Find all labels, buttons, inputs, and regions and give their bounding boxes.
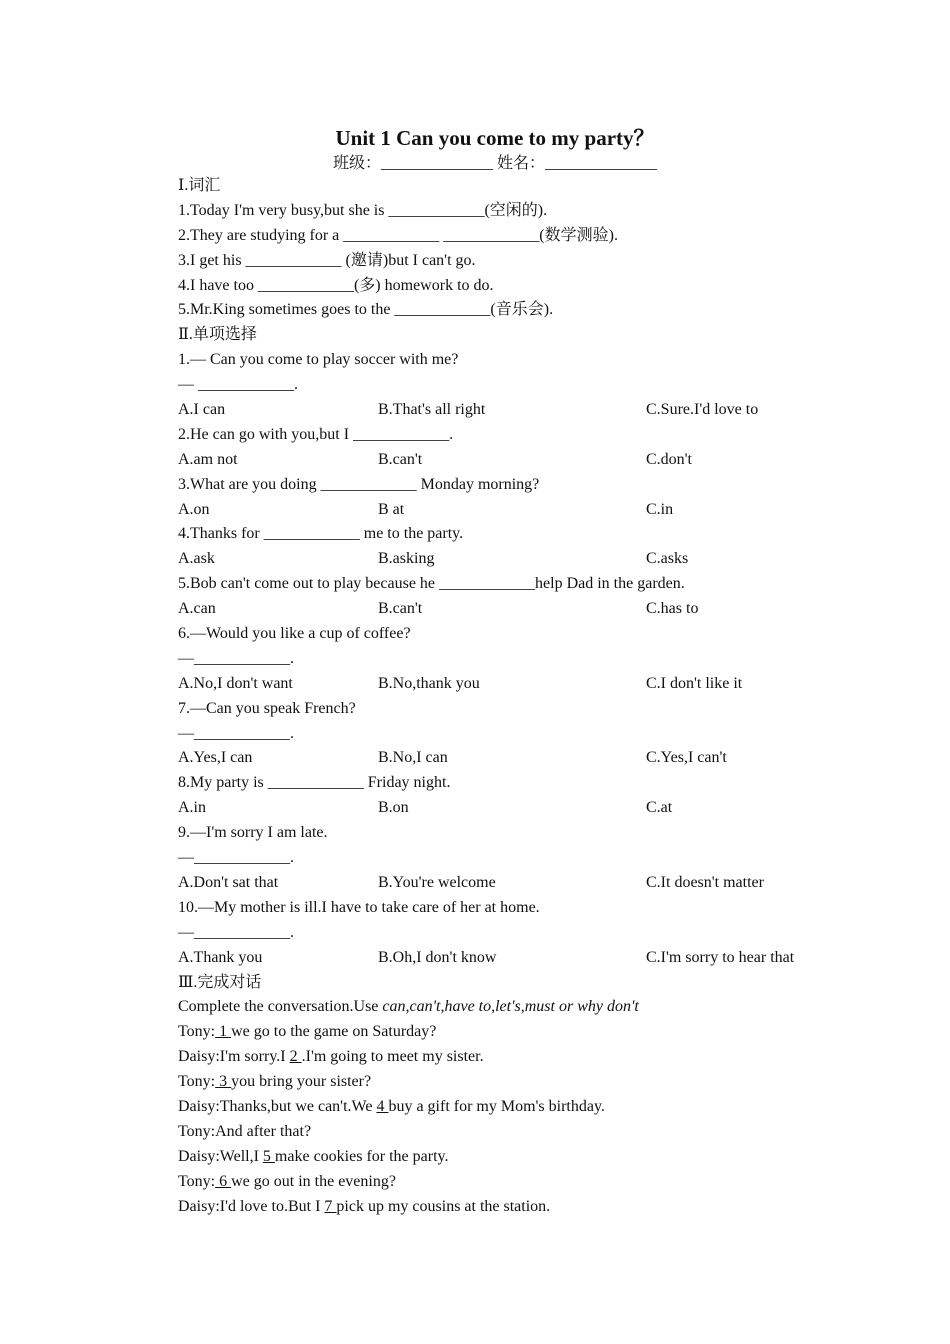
vocab-item: 1.Today I'm very busy,but she is ____________(空闲的). — [178, 201, 548, 219]
section-heading-multiple-choice: Ⅱ.单项选择 — [178, 326, 257, 344]
vocab-item: 3.I get his ____________ (邀请)but I can't go. — [178, 251, 476, 269]
options-row — [178, 746, 878, 771]
option-b: B.You're welcome — [378, 873, 496, 891]
option-a: A.in — [178, 799, 206, 817]
option-a: A.ask — [178, 550, 215, 568]
option-c: C.Sure.I'd love to — [646, 401, 759, 419]
option-b: B.That's all right — [378, 401, 486, 419]
dialogue-instruction — [178, 995, 878, 1020]
dialogue-line — [178, 1070, 878, 1095]
dialogue-text: .I'm going to meet my sister. — [301, 1048, 484, 1066]
instruction-word-list: can,can't,have to,let's,must or why don't — [382, 998, 639, 1016]
dialogue-line — [178, 1120, 878, 1145]
vocab-item: 4.I have too ____________(多) homework to do. — [178, 276, 494, 294]
option-a: A.Thank you — [178, 948, 263, 966]
options-row — [178, 946, 878, 971]
question-line: — ____________. — [178, 376, 298, 394]
dialogue-text: Tony:And after that? — [178, 1122, 312, 1140]
section-heading-dialogue: Ⅲ.完成对话 — [178, 973, 262, 991]
dialogue-text: Tony: — [178, 1073, 216, 1091]
dialogue-line — [178, 1020, 878, 1045]
class-name-fields: 班级：______________ 姓名：______________ — [332, 155, 657, 172]
options-row — [178, 547, 878, 572]
options-row — [178, 597, 878, 622]
option-a: A.Don't sat that — [178, 873, 279, 891]
options-row — [178, 498, 878, 523]
option-b: B.can't — [378, 600, 423, 618]
option-b: B.No,I can — [378, 749, 448, 767]
options-row — [178, 796, 878, 821]
option-c: C.I'm sorry to hear that — [646, 948, 795, 966]
question-line: —____________. — [178, 923, 294, 941]
options-row — [178, 398, 878, 423]
section-heading-vocabulary: Ⅰ.词汇 — [178, 177, 221, 194]
options-row — [178, 871, 878, 896]
option-a: A.Yes,I can — [178, 749, 253, 767]
option-c: C.I don't like it — [646, 674, 743, 692]
question-line: —____________. — [178, 849, 294, 867]
dialogue-line — [178, 1195, 878, 1220]
option-b: B.can't — [378, 450, 423, 468]
instruction-text: Complete the conversation.Use — [178, 998, 383, 1016]
option-c: C.It doesn't matter — [646, 873, 764, 891]
question-line: 9.—I'm sorry I am late. — [178, 824, 328, 842]
dialogue-text: Tony: — [178, 1023, 216, 1041]
dialogue-text: Daisy:I'd love to.But I — [178, 1197, 325, 1215]
dialogue-text: Daisy:Well,I — [178, 1147, 263, 1165]
dialogue-text: Daisy:Thanks,but we can't.We — [178, 1097, 377, 1115]
dialogue-line — [178, 1095, 878, 1120]
worksheet-content — [178, 174, 878, 1219]
question-line: 8.My party is ____________ Friday night. — [178, 774, 451, 792]
option-a: A.No,I don't want — [178, 674, 293, 692]
dialogue-blank: 3 — [215, 1073, 232, 1091]
option-c: C.in — [646, 500, 674, 518]
question-line: 2.He can go with you,but I ____________. — [178, 425, 454, 443]
dialogue-blank: 5 — [262, 1147, 275, 1165]
option-a: A.I can — [178, 401, 226, 419]
dialogue-line — [178, 1170, 878, 1195]
dialogue-blank: 1 — [215, 1023, 232, 1041]
dialogue-line — [178, 1045, 878, 1070]
dialogue-text: buy a gift for my Mom's birthday. — [388, 1097, 605, 1115]
question-line: 5.Bob can't come out to play because he ____________help Dad in the garden. — [178, 575, 685, 593]
option-a: A.can — [178, 600, 216, 618]
question-line: 10.—My mother is ill.I have to take care of her at home. — [178, 898, 540, 916]
dialogue-text: we go out in the evening? — [231, 1172, 396, 1190]
dialogue-blank: 2 — [289, 1048, 302, 1066]
question-line: —____________. — [178, 649, 294, 667]
question-line: —____________. — [178, 724, 294, 742]
page-title: Unit 1 Can you come to my party？ — [335, 126, 655, 150]
question-line: 3.What are you doing ____________ Monday morning? — [178, 475, 540, 493]
option-b: B.No,thank you — [378, 674, 480, 692]
option-a: A.am not — [178, 450, 238, 468]
vocab-item: 5.Mr.King sometimes goes to the ____________(音乐会). — [178, 301, 554, 319]
option-c: C.at — [646, 799, 673, 817]
options-row — [178, 448, 878, 473]
option-b: B.Oh,I don't know — [378, 948, 497, 966]
dialogue-text: Daisy:I'm sorry.I — [178, 1048, 290, 1066]
question-line: 7.—Can you speak French? — [178, 699, 356, 717]
option-b: B.on — [378, 799, 409, 817]
dialogue-text: pick up my cousins at the station. — [336, 1197, 551, 1215]
dialogue-blank: 6 — [215, 1172, 232, 1190]
dialogue-text: you bring your sister? — [231, 1073, 372, 1091]
dialogue-text: make cookies for the party. — [274, 1147, 449, 1165]
option-c: C.Yes,I can't — [646, 749, 727, 767]
dialogue-blank: 4 — [376, 1097, 389, 1115]
dialogue-text: Tony: — [178, 1172, 216, 1190]
option-c: C.has to — [646, 600, 699, 618]
question-line: 1.— Can you come to play soccer with me? — [178, 351, 459, 369]
option-c: C.don't — [646, 450, 692, 468]
option-b: B.asking — [378, 550, 435, 568]
option-a: A.on — [178, 500, 210, 518]
dialogue-line — [178, 1145, 878, 1170]
dialogue-text: we go to the game on Saturday? — [231, 1023, 437, 1041]
option-b: B at — [378, 500, 405, 518]
question-line: 4.Thanks for ____________ me to the party. — [178, 525, 464, 543]
question-line: 6.—Would you like a cup of coffee? — [178, 625, 411, 643]
vocab-item: 2.They are studying for a ____________ ____________(数学测验). — [178, 226, 618, 244]
option-c: C.asks — [646, 550, 689, 568]
options-row — [178, 672, 878, 697]
dialogue-blank: 7 — [324, 1197, 337, 1215]
